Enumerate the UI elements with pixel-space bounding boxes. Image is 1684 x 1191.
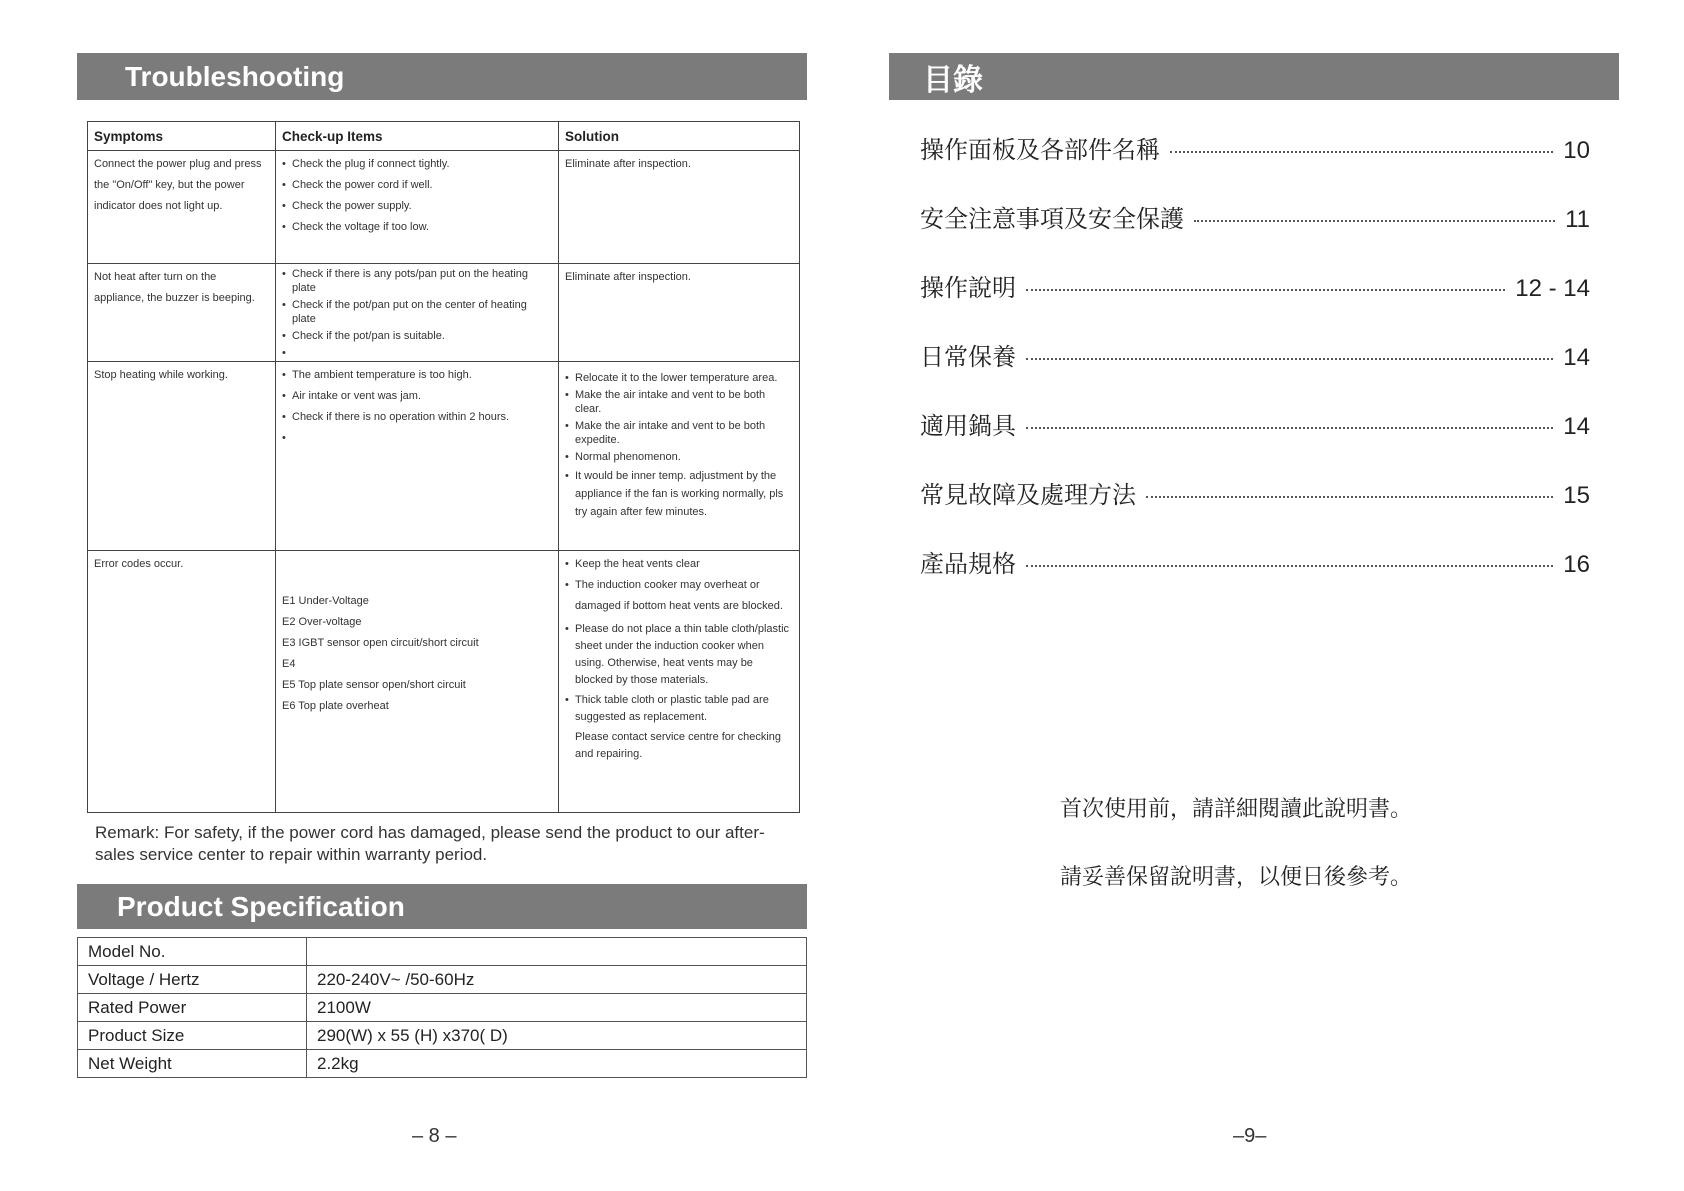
product-specification-title: Product Specification [77, 884, 807, 929]
solution-item: • Normal phenomenon. [565, 450, 793, 464]
table-header-row [88, 122, 800, 151]
solution-item: • It would be inner temp. adjustment by the appliance if the fan is working normally, pls try again after few minutes. [565, 467, 793, 521]
toc-leader-dots [1026, 427, 1553, 429]
solution-cell: Eliminate after inspection. [559, 264, 800, 362]
spec-label: Net Weight [78, 1050, 307, 1078]
toc-entry-page: 14 [1563, 344, 1590, 371]
toc-entry [920, 544, 1590, 613]
toc-entry [920, 268, 1590, 337]
checkup-cell [276, 264, 559, 362]
solution-item: • Keep the heat vents clear [565, 554, 793, 575]
checkup-cell [276, 362, 559, 551]
solution-cell [559, 362, 800, 551]
solution-note: Please contact service centre for checking and repairing. [575, 731, 782, 760]
page-number-left: – 8 – [412, 1125, 457, 1147]
spec-row [78, 1022, 807, 1050]
check-item: • Air intake or vent was jam. [282, 386, 552, 407]
symptom-cell: Connect the power plug and press the "On/Off" key, but the power indicator does not light up. [88, 151, 276, 264]
toc-entry-title: 適用鍋具 [920, 412, 1016, 440]
symptom-cell: Error codes occur. [88, 551, 276, 813]
toc-entry [920, 199, 1590, 268]
toc-leader-dots [1146, 496, 1553, 498]
spec-row [78, 994, 807, 1022]
check-item: • Check if the pot/pan put on the center of heating plate [282, 298, 552, 326]
spec-label: Voltage / Hertz [78, 966, 307, 994]
check-item: • Check if the pot/pan is suitable. [282, 329, 552, 343]
keep-manual-notice: 請妥善保留說明書，以便日後參考。 [1060, 865, 1413, 890]
toc-entry [920, 337, 1590, 406]
solution-cell: Eliminate after inspection. [559, 151, 800, 264]
toc-entry-page: 15 [1563, 482, 1590, 509]
solution-item: • The induction cooker may overheat or damaged if bottom heat vents are blocked. [565, 575, 793, 617]
toc-leader-dots [1026, 565, 1553, 567]
error-code-item: E4 [282, 658, 296, 670]
toc-entry [920, 475, 1590, 544]
toc-title: 目錄 [889, 53, 1619, 100]
check-item: • Check if there is any pots/pan put on the heating plate [282, 267, 552, 295]
spec-value: 220-240V~ /50-60Hz [307, 966, 807, 994]
toc-leader-dots [1170, 151, 1553, 153]
spec-row [78, 966, 807, 994]
solution-item: • Make the air intake and vent to be both expedite. [565, 419, 793, 447]
spec-value: 2.2kg [307, 1050, 807, 1078]
toc-entry-page: 14 [1563, 413, 1590, 440]
error-code-item: E3 IGBT sensor open circuit/short circuit [282, 637, 479, 649]
spec-row [78, 1050, 807, 1078]
solution-item: • Please do not place a thin table cloth/plastic sheet under the induction cooker when using. Otherwise, heat vents may be blocked by those materials. [565, 621, 793, 689]
check-item: • Check the power supply. [282, 196, 552, 217]
troubleshooting-table [87, 121, 800, 813]
spec-label: Rated Power [78, 994, 307, 1022]
error-code-item: E6 Top plate overheat [282, 700, 389, 712]
spec-value: 290(W) x 55 (H) x370( D) [307, 1022, 807, 1050]
check-item: • Check the power cord if well. [282, 175, 552, 196]
spec-label: Model No. [78, 938, 307, 966]
error-code-item: E2 Over-voltage [282, 616, 362, 628]
toc-entry-title: 常見故障及處理方法 [920, 481, 1136, 509]
toc-entry-title: 操作說明 [920, 274, 1016, 302]
symptom-cell: Stop heating while working. [88, 362, 276, 551]
error-code-item: E5 Top plate sensor open/short circuit [282, 679, 466, 691]
toc-entry-title: 安全注意事項及安全保護 [920, 205, 1184, 233]
toc-entry-title: 操作面板及各部件名稱 [920, 136, 1160, 164]
check-item: • Check if there is no operation within 2 hours. [282, 407, 552, 428]
checkup-cell [276, 551, 559, 813]
toc-leader-dots [1026, 289, 1505, 291]
toc-entry-page: 10 [1563, 137, 1590, 164]
toc-entry-title: 日常保養 [920, 343, 1016, 371]
toc-entry-page: 16 [1563, 551, 1590, 578]
spec-value: 2100W [307, 994, 807, 1022]
remark-text: Remark: For safety, if the power cord has damaged, please send the product to our after-sales service center to repair within warranty period. [95, 823, 765, 864]
solution-item: • Thick table cloth or plastic table pad are suggested as replacement. [565, 692, 793, 726]
toc-entry-page: 12 - 14 [1515, 275, 1590, 302]
header-checkup-items: Check-up Items [276, 122, 559, 151]
header-solution: Solution [559, 122, 800, 151]
solution-cell [559, 551, 800, 813]
troubleshooting-title: Troubleshooting [77, 53, 807, 100]
spec-value [307, 938, 807, 966]
spec-label: Product Size [78, 1022, 307, 1050]
toc-leader-dots [1026, 358, 1553, 360]
solution-item: • Relocate it to the lower temperature area. [565, 371, 793, 385]
table-row [88, 264, 800, 362]
toc-entry-page: 11 [1565, 206, 1590, 233]
toc-entry-title: 產品規格 [920, 550, 1016, 578]
header-symptoms: Symptoms [88, 122, 276, 151]
check-item: • Check the plug if connect tightly. [282, 154, 552, 175]
table-of-contents [920, 130, 1590, 613]
symptom-cell: Not heat after turn on the appliance, the buzzer is beeping. [88, 264, 276, 362]
error-code-item: E1 Under-Voltage [282, 595, 369, 607]
specification-table [77, 937, 807, 1078]
toc-leader-dots [1194, 220, 1555, 222]
page-number-right: –9– [1233, 1125, 1267, 1147]
table-row [88, 551, 800, 813]
check-item: • The ambient temperature is too high. [282, 365, 552, 386]
toc-entry [920, 406, 1590, 475]
solution-item: • Make the air intake and vent to be both clear. [565, 388, 793, 416]
toc-entry [920, 130, 1590, 199]
checkup-cell [276, 151, 559, 264]
check-item: • Check the voltage if too low. [282, 217, 552, 238]
table-row [88, 151, 800, 264]
read-manual-notice: 首次使用前，請詳細閱讀此說明書。 [1060, 797, 1413, 822]
spec-row [78, 938, 807, 966]
table-row [88, 362, 800, 551]
